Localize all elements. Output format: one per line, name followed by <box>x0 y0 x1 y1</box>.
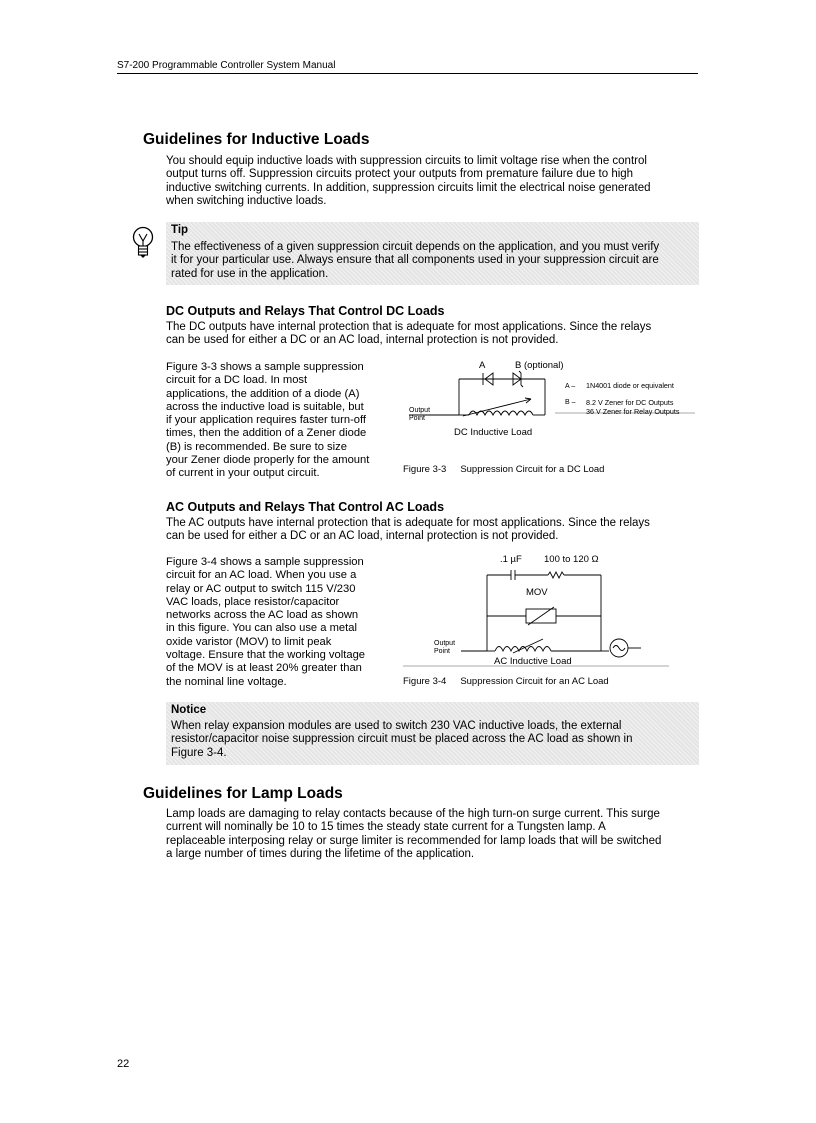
text-line: You should equip inductive loads with suppression circuits to limit voltage rise when the control <box>166 155 647 167</box>
caption-text: Suppression Circuit for an AC Load <box>460 676 609 687</box>
dc-section-title: DC Outputs and Relays That Control DC Loads <box>166 304 445 318</box>
text-line: can be used for either a DC or an AC load, internal protection is not provided. <box>166 530 559 543</box>
figure-3-3 <box>403 359 699 454</box>
running-header: S7-200 Programmable Controller System Manual <box>117 60 336 71</box>
tip-text <box>171 241 659 281</box>
text-line: Figure 3-4. <box>171 746 227 759</box>
lamp-paragraph <box>166 808 661 862</box>
text-line: it for your particular use. Always ensure that all components used in your suppression circuit are <box>171 254 659 267</box>
text-line: oxide varistor (MOV) to limit peak <box>166 635 332 648</box>
notice-text <box>171 720 633 760</box>
text-line: in this figure. You can also use a metal <box>166 622 357 635</box>
resistor-label: 100 to 120 Ω <box>544 554 599 565</box>
text-line: Output <box>409 407 431 414</box>
text-line: current will nominally be 10 to 15 times the steady state current for a Tungsten lamp. A <box>166 821 606 834</box>
legend-a-key: A – <box>565 383 576 390</box>
tip-title: Tip <box>171 224 189 236</box>
figure-3-4 <box>403 553 699 673</box>
text-line: Figure 3-4 shows a sample suppression <box>166 556 364 568</box>
caption-number: Figure 3-4 <box>403 676 447 687</box>
text-line: times, then the addition of a Zener diode <box>166 427 367 440</box>
text-line: VAC loads, place resistor/capacitor <box>166 595 340 608</box>
notice-box <box>166 702 699 765</box>
ac-output-point-label <box>434 640 455 656</box>
dc-column-text <box>166 361 369 481</box>
text-line: Figure 3-3 shows a sample suppression <box>166 361 364 373</box>
caption-text: Suppression Circuit for a DC Load <box>460 464 605 475</box>
section-title-lamp: Guidelines for Lamp Loads <box>143 785 343 802</box>
text-line: When relay expansion modules are used to switch 230 VAC inductive loads, the external <box>171 720 622 732</box>
dc-output-point-label <box>409 407 430 423</box>
page-number: 22 <box>117 1058 130 1070</box>
text-line: 8.2 V Zener for DC Outputs <box>586 398 674 407</box>
legend-b-text <box>586 399 679 416</box>
text-line: The effectiveness of a given suppression circuit depends on the application, and you must verify <box>171 241 660 253</box>
ac-column-text <box>166 556 365 689</box>
text-line: your Zener diode properly for the amount <box>166 454 370 467</box>
diode-a-label: A <box>479 360 486 371</box>
inductive-paragraph <box>166 155 651 209</box>
ac-intro <box>166 517 650 544</box>
text-line: resistor/capacitor noise suppression circuit must be placed across the AC load as shown in <box>171 733 633 746</box>
dc-load-label: DC Inductive Load <box>454 427 533 438</box>
text-line: Output <box>434 640 456 647</box>
text-line: of current in your output circuit. <box>166 467 320 480</box>
text-line: 36 V Zener for Relay Outputs <box>586 406 680 416</box>
text-line: a large number of times during the lifetime of the application. <box>166 848 475 861</box>
section-title-inductive: Guidelines for Inductive Loads <box>143 131 370 148</box>
lightbulb-icon <box>131 226 155 260</box>
text-line: Point <box>434 648 450 655</box>
legend-b-key: B – <box>565 399 576 406</box>
mov-label: MOV <box>526 587 548 598</box>
header-rule <box>117 73 698 74</box>
text-line: networks across the AC load as shown <box>166 609 359 622</box>
notice-title: Notice <box>171 704 207 716</box>
text-line: can be used for either a DC or an AC load, internal protection is not provided. <box>166 334 559 347</box>
figure-3-4-caption <box>403 676 609 687</box>
text-line: circuit for an AC load. When you use a <box>166 569 357 582</box>
text-line: (B) is recommended. Be sure to size <box>166 440 347 453</box>
dc-intro <box>166 321 651 348</box>
legend-a-text: 1N4001 diode or equivalent <box>586 381 674 390</box>
ac-section-title: AC Outputs and Relays That Control AC Loads <box>166 500 445 514</box>
text-line: The AC outputs have internal protection that is adequate for most applications. Since the relays <box>166 517 650 529</box>
text-line: the nominal line voltage. <box>166 675 287 688</box>
text-line: The DC outputs have internal protection that is adequate for most applications. Since the relays <box>166 321 652 333</box>
text-line: relay or AC output to switch 115 V/230 <box>166 582 356 595</box>
text-line: voltage. Ensure that the working voltage <box>166 649 366 662</box>
text-line: applications, the addition of a diode (A) <box>166 387 360 400</box>
ac-load-label: AC Inductive Load <box>494 656 572 667</box>
text-line: circuit for a DC load. In most <box>166 374 308 387</box>
text-line: rated for use in the application. <box>171 267 329 280</box>
tip-box <box>166 222 699 285</box>
zener-b-label: B (optional) <box>515 360 564 371</box>
capacitor-label: .1 µF <box>500 554 522 565</box>
text-line: if your application requires faster turn-off <box>166 414 367 427</box>
text-line: replaceable interposing relay or surge limiter is recommended for lamp loads that will be switched <box>166 834 662 847</box>
text-line: when switching inductive loads. <box>166 195 327 208</box>
caption-number: Figure 3-3 <box>403 464 447 475</box>
text-line: across the inductive load is suitable, but <box>166 400 364 413</box>
figure-3-3-caption <box>403 464 604 475</box>
text-line: output turns off. Suppression circuits protect your outputs from premature failure due to high <box>166 168 634 181</box>
text-line: Point <box>409 415 425 422</box>
text-line: Lamp loads are damaging to relay contacts because of the high turn-on surge current. This surge <box>166 808 660 820</box>
text-line: of the MOV is at least 20% greater than <box>166 662 362 675</box>
text-line: inductive switching currents. In addition, suppression circuits limit the electrical noise generated <box>166 181 651 194</box>
